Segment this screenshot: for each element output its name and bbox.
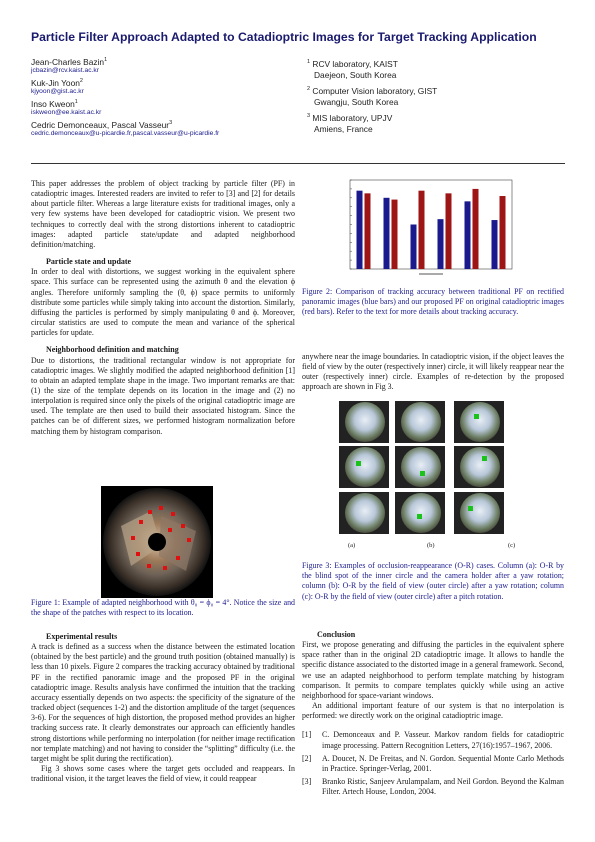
bar-chart-svg: [342, 176, 518, 279]
bar-series1: [465, 201, 471, 269]
author-block: [31, 57, 219, 137]
fisheye-thumbnail: [339, 492, 389, 534]
body-paragraph: Fig 3 shows some cases where the target gets occluded and reappears. In traditional vision, it the target leaves the field of view, it could reappear: [31, 764, 295, 784]
fisheye-thumbnail: [395, 492, 445, 534]
left-column: [31, 179, 295, 437]
section-heading: Particle state and update: [46, 257, 132, 267]
figure3-caption: Figure 3: Examples of occlusion-reappearance (O-R) cases. Column (a): O-R by the blind spot of the inner circle and the camera holder after a yaw rotation; column (b): O-R by the field of view (outer circle) after a yaw rotation; column (c): O-R by the field of view (outer circle) after a pitch rotation.: [302, 561, 564, 601]
bar-series1: [492, 220, 498, 269]
figure3-grid: [339, 401, 529, 537]
bar-series1: [438, 219, 444, 269]
author-name: Cedric Demonceaux, Pascal Vasseur$^3$: [31, 120, 173, 130]
header-rule: [31, 163, 565, 164]
affiliation-block: [307, 57, 437, 135]
paper-title: Particle Filter Approach Adapted to Catadioptric Images for Target Tracking Application: [31, 30, 537, 44]
references-list: [302, 730, 564, 797]
figure3-column-label: (a): [348, 542, 356, 549]
author-name: Kuk-Jin Yoon$^2$: [31, 78, 83, 88]
figure1-image: [101, 486, 213, 598]
affiliation: $^2$ Computer Vision laboratory, GIST Gwangju, South Korea: [307, 85, 438, 108]
body-paragraph: In order to deal with distortions, we suggest working in the equivalent sphere space. This surface can be represented using the azimuth θ and the elevation ϕ angles. Therefore uniformly sampling the (θ, ϕ) space permits to uniformly distribute some particles while simply taking into account the distortion. Similarly, diffusing the particles is performed by simply manipulating θ and ϕ. Moreover, circular statistics are used to compute the mean and variance of the spherical particles for update.: [31, 267, 295, 338]
bar-series2: [365, 193, 371, 269]
affiliation: $^1$ RCV laboratory, KAIST Daejeon, South Korea: [307, 58, 398, 81]
figure2-caption: Figure 2: Comparison of tracking accuracy between traditional PF on rectified panoramic images (blue bars) and our proposed PF on original catadioptric images (red bars). Refer to the text for more details about tracking accuracy.: [302, 287, 564, 317]
author-email[interactable]: kjyoon@gist.ac.kr: [31, 88, 84, 95]
plot-frame: [350, 180, 512, 269]
body-paragraph: First, we propose generating and diffusing the particles in the equivalent sphere space rather than in the original 2D catadioptric image. It allows to handle the specific distance associated to the distorted image in a general framework. Second, we use an adapted neighborhood to perform template matching by histogram comparison. It permits to compare templates quickly while using an active neighborhood for space-variant windows.: [302, 640, 564, 700]
bar-series1: [384, 198, 390, 269]
section-heading: Neighborhood definition and matching: [46, 345, 179, 355]
x-axis-label-mark: [419, 273, 443, 275]
fisheye-thumbnail: [339, 401, 389, 443]
body-paragraph: anywhere near the image boundaries. In catadioptric vision, if the object leaves the field of view by the outer (respectively inner) circle, it will likely reappear near the outer (respectively inner) circle. Examples of re-detection by the proposed approach are shown in Fig 3.: [302, 352, 564, 392]
figure1-fisheye-graphic: [101, 486, 213, 598]
author-email[interactable]: jcbazin@rcv.kaist.ac.kr: [31, 67, 99, 74]
bar-series2: [446, 193, 452, 269]
bar-series1: [411, 225, 417, 270]
author-email[interactable]: cedric.demonceaux@u-picardie.fr,pascal.vasseur@u-picardie.fr: [31, 130, 220, 137]
fisheye-thumbnail: [395, 446, 445, 488]
section-heading: Experimental results: [46, 632, 118, 641]
figure3-column-label: (c): [508, 542, 516, 549]
fisheye-thumbnail: [454, 492, 504, 534]
bar-series2: [473, 189, 479, 269]
right-column-lower: [302, 630, 564, 801]
body-paragraph: An additional important feature of our system is that no interpolation is performed: we directly work on the original catadioptric image.: [302, 701, 564, 721]
fisheye-thumbnail: [454, 446, 504, 488]
author-email[interactable]: iskweon@ee.kaist.ac.kr: [31, 109, 102, 116]
body-paragraph: Due to distortions, the traditional rectangular window is not appropriate for catadioptric images. We slightly modified the adapted neighborhood definition [1] to obtain an adapted template shape in the image. Two important remarks are that: (1) the size of the template depends on its location in the image and (2) no interpolation is required since only the pixels of the original catadioptric image are used. The template are then used to build their associated histogram. Since the patches can be of different sizes, we performed histogram normalization before matching them by histogram comparison.: [31, 355, 295, 436]
figure1-caption: Figure 1: Example of adapted neighborhood with θ₀ = ϕ₀ = 4°. Notice the size and the shape of the patches with respect to its location.: [31, 598, 295, 618]
bar-series1: [357, 191, 363, 269]
fisheye-thumbnail: [395, 401, 445, 443]
fisheye-thumbnail: [339, 446, 389, 488]
reference-item: [2] A. Doucet, N. De Freitas, and N. Gordon. Sequential Monte Carlo Methods in Practice. Springer-Verlag, 2001.: [302, 753, 564, 774]
section-heading: Conclusion: [317, 630, 356, 639]
bar-series2: [392, 200, 398, 269]
bar-series2: [419, 191, 425, 269]
figure3-column-label: (b): [427, 542, 435, 549]
reference-item: [3] Branko Ristic, Sanjeev Arulampalam, and Neil Gordon. Beyond the Kalman Filter. Artech House, London, 2004.: [302, 777, 564, 797]
fisheye-thumbnail: [454, 401, 504, 443]
body-paragraph: A track is defined as a success when the distance between the estimated location (obtained by the best particle) and the ground truth position (obtained manually) is less than 10 pixels. Figure 2 compares the tracking accuracy obtained by traditional PF in the rectified panoramic image and the proposed PF in the original catadioptric image. Results analysis have confirmed the intuition that the tracking accuracy essentially depends on two aspects: the specificity of the signature of the tracked object (sequences 1-2) and the distortion amplitude of the target (sequences 3-6). For the sequences of high distortion, the proposed method provides an higher tracking success rate. It clearly demonstrates our approach can efficiently handles strong distortions while performing no interpolation (for neither image rectification nor template matching) and not having to consider the “splitting” difficulty (i.e. the target might be split during the rectification).: [31, 642, 295, 763]
right-column-body: [302, 352, 564, 393]
bar-series2: [500, 196, 506, 269]
reference-item: [1] C. Demonceaux and P. Vasseur. Markov random fields for catadioptric image processing. Pattern Recognition Letters, 27(16):1957–1967, 2006.: [302, 730, 564, 750]
author-name: Jean-Charles Bazin$^1$: [31, 57, 108, 67]
left-column-lower: [31, 632, 295, 784]
affiliation: $^3$ MIS laboratory, UPJV Amiens, France: [307, 112, 393, 134]
author-name: Inso Kweon$^1$: [31, 99, 78, 109]
intro-paragraph: This paper addresses the problem of object tracking by particle filter (PF) in catadioptric images. Interested readers are invited to refer to [3] and [2] for details about particle filter. Whereas a large literature exists for traditional images, only a very few systems have been developed for catadioptric vision. We present two techniques to correctly deal with the strong distortions inherent to catadioptric images: adapted particle state/update and adapted neighborhood definition/matching.: [31, 179, 295, 249]
figure2-chart: [342, 176, 518, 279]
